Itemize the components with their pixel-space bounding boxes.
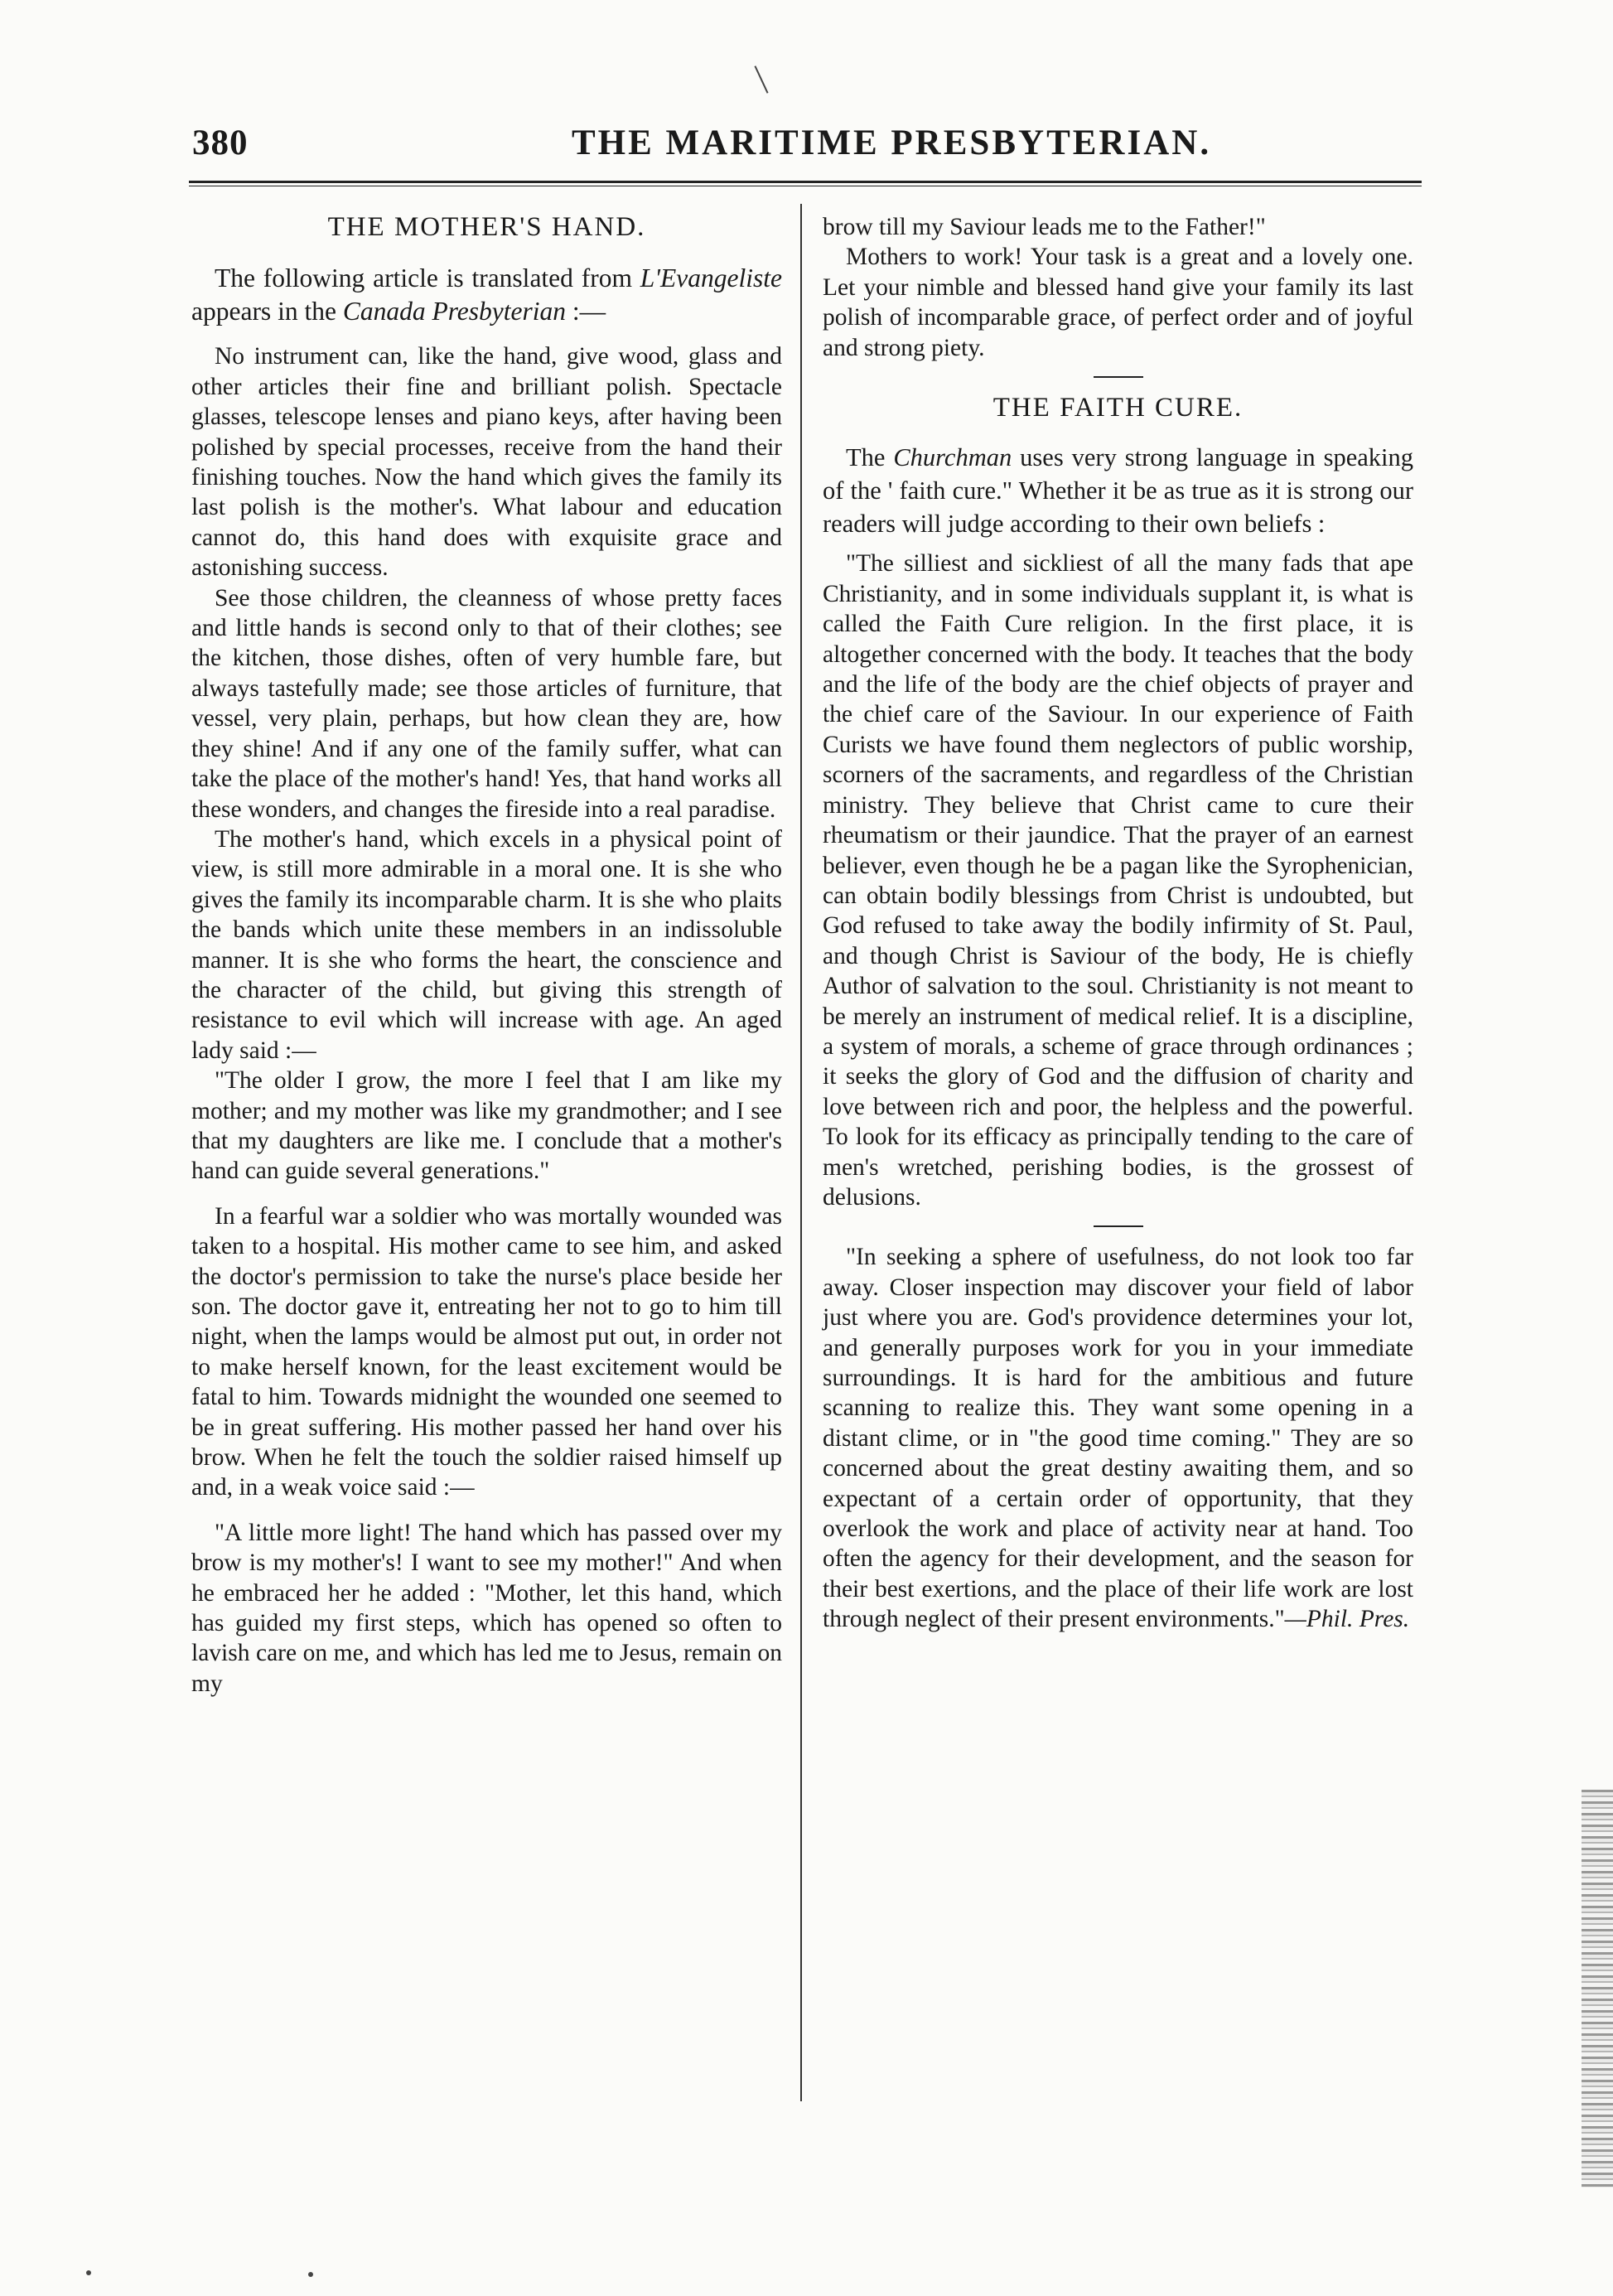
body-paragraph: See those children, the cleanness of whose pretty faces and little hands is second only to that of their clothes; see the kitchen, those dishes, often of very humble fare, but always tastefully made; see those articles of furniture, that vessel, very plain, perhaps, but how clean they are, how they shine! And if any one of the family suffer, what can take the place of the mother's hand! Yes, that hand works all these wonders, and changes the fireside into a real paradise. [191, 584, 782, 823]
body-paragraph: No instrument can, like the hand, give wood, glass and other articles their fine and brilliant polish. Spectacle glasses, telescope lenses and piano keys, after having been polished by special processes, receive from the hand their finishing touches. Now the hand which gives the family its last polish is the mother's. What labour and education cannot do, this hand does with exquisite grace and astonishing success. [191, 343, 782, 582]
intro-paragraph [823, 441, 1413, 540]
body-paragraph: The mother's hand, which excels in a physical point of view, is still more admirable in a moral one. It is she who gives the family its incomparable charm. It is she who plaits the bands which unite these members in an indissoluble manner. It is she who forms the heart, the conscience and the character of the child, but giving this strength of resistance to evil which will increase with age. An aged lady said :— [191, 825, 782, 1064]
print-speck [86, 2270, 91, 2275]
body-paragraph: Mothers to work! Your task is a great and a lovely one. Let your nimble and blessed hand give your family its last polish of incomparable grace, of perfect order and of joyful and strong piety. [823, 244, 1413, 361]
body-paragraph: "The older I grow, the more I feel that I am like my mother; and my mother was like my grandmother; and I see that my daughters are like me. I conclude that a mother's hand can guide several generations." [191, 1067, 782, 1185]
quote-paragraph: "The silliest and sickliest of all the many fads that ape Christianity, and in some individuals supplant it, is what is called the Faith Cure religion. In the first place, it is altogether concerned with the body. It teaches that the body and the life of the body are the chief objects of prayer and the chief care of the Saviour. In our experience of Faith Curists we have found them neglectors of public worship, scorners of the sacraments, and regardless of the Christian ministry. They believe that Christ came to cure their rheumatism or their jaundice. That the prayer of an earnest believer, even though he be a pagan like the Syrophenician, can obtain bodily blessings from Christ is undoubted, but God refused to take away the bodily infirmity of St. Paul, and though Christ is Saviour of the body, He is chiefly Author of salvation to the soul. Christianity is not meant to be merely an instrument of medical relief. It is a discipline, a system of morals, a scheme of grace through ordinances ; it seeks the glory of God and the diffusion of charity and love between rich and poor, the helpless and the powerful. To look for its efficacy as principally tending to the care of men's wretched, perishing bodies, is the grossest of delusions. [823, 550, 1413, 1211]
quote-paragraph [823, 1242, 1413, 1634]
paper-name: Churchman [893, 443, 1012, 472]
quote-text: "In seeking a sphere of usefulness, do not look too far away. Closer inspection may discover your field of labor just where you are. God's providence determines your lot, and generally purposes work for you in your immediate surroundings. It is hard for the ambitious and future scanning to realize this. They want some opening in a distant clime, or in "the good time coming." They are so concerned about the great destiny awaiting them, and so expectant of a certain order of opportunity, that they overlook the work and place of activity near at hand. Too often the agency for their development, and the season for their best exertions, and the place of their life work are lost through neglect of their present environments." [823, 1244, 1413, 1633]
column-divider [800, 204, 802, 2101]
intro-text: uses very strong language in speaking of the ' faith cure." Whether it be as true as it is strong our readers will judge according to their own beliefs : [823, 443, 1413, 539]
intro-text: The [846, 443, 894, 472]
body-paragraph: In a fearful war a soldier who was mortally wounded was taken to a hospital. His mother came to see him, and asked the doctor's permission to take the nurse's place beside her son. The doctor gave it, entreating her not to go to him till night, when the lamps would be almost put out, in order not to make herself known, for the least excitement would be fatal to him. Towards midnight the wounded one seemed to be in great suffering. His mother passed her hand over his brow. When he felt the touch the soldier raised himself up and, in a weak voice said :— [191, 1202, 782, 1501]
print-speck [308, 2272, 313, 2277]
intro-text: The following article is translated from [215, 263, 640, 293]
running-head: THE MARITIME PRESBYTERIAN. [572, 123, 1212, 162]
article-title-mothers-hand: THE MOTHER'S HAND. [327, 212, 646, 242]
page-number: 380 [192, 123, 249, 162]
page-edge-noise [1582, 1790, 1613, 2187]
intro-paragraph [191, 262, 782, 328]
quote-source: —Phil. Pres. [1284, 1606, 1410, 1633]
right-column [823, 212, 1413, 2093]
intro-text: :— [566, 297, 606, 326]
paper-name: Canada Presbyterian [342, 297, 566, 326]
continued-text: brow till my Saviour leads me to the Father!" [823, 214, 1266, 240]
section-separator [1094, 1225, 1143, 1227]
body-paragraph: "A little more light! The hand which has passed over my brow is my mother's! I want to see my mother!" And when he embraced her he added : "Mother, let this hand, which has guided my first steps, which has opened so often to lavish care on me, and which has led me to Jesus, remain on my [191, 1519, 782, 1697]
section-separator [1094, 376, 1143, 378]
intro-text: appears in the [191, 297, 343, 326]
article-title-faith-cure: THE FAITH CURE. [992, 393, 1244, 423]
header-rule [189, 181, 1422, 186]
source-name: L'Evangeliste [640, 263, 782, 293]
left-column [191, 212, 782, 2093]
stray-mark [754, 65, 768, 93]
